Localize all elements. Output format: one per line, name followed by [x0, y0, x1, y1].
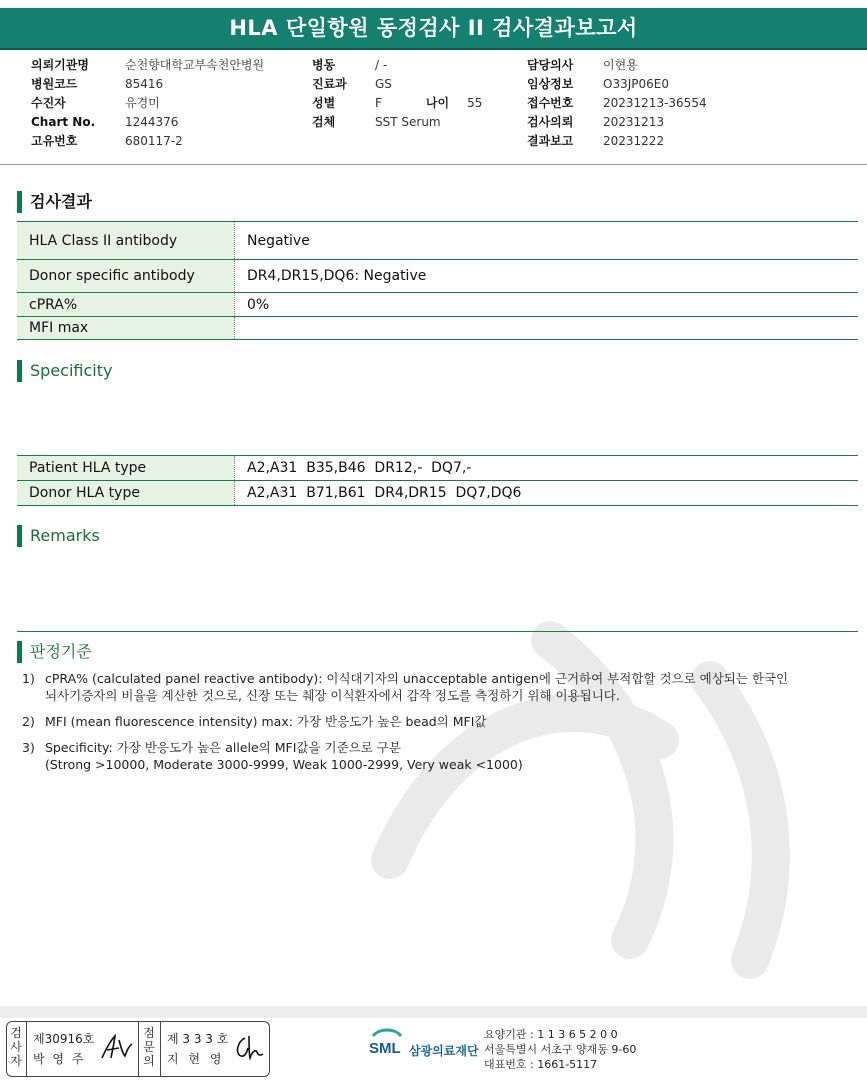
- care-institution-code: 요양기관 : 1 1 3 6 5 2 0 0: [484, 1028, 618, 1041]
- info-row: [31, 94, 264, 113]
- info-label: 고유번호: [31, 134, 78, 148]
- row-value: DR4,DR15,DQ6: Negative: [235, 260, 859, 293]
- info-row: [31, 132, 264, 151]
- section-title-remarks: Remarks: [17, 525, 100, 547]
- info-row: [312, 113, 482, 132]
- info-row: [527, 75, 707, 94]
- criteria-text: MFI (mean fluorescence intensity) max: 가장 반응도가 높은 bead의 MFI값: [45, 714, 487, 729]
- sml-logo-icon: [367, 1026, 407, 1056]
- row-label: Patient HLA type: [17, 456, 235, 481]
- info-label: 진료과: [312, 77, 347, 91]
- tester-signature-icon: [99, 1032, 135, 1064]
- tester-label: 검 사 자: [10, 1026, 22, 1068]
- info-row: [31, 75, 264, 94]
- info-value: 순천향대학교부속천안병원: [125, 58, 265, 72]
- info-row: [312, 56, 482, 75]
- tester-name: 박 영 주: [33, 1052, 86, 1066]
- report-title: HLA 단일항원 동정검사 II 검사결과보고서: [0, 8, 867, 48]
- signature-box: [6, 1021, 270, 1077]
- info-row: [312, 75, 482, 94]
- institution-info: [484, 1027, 636, 1072]
- info-value: 20231213-36554: [603, 96, 707, 110]
- criteria-number: 2): [22, 714, 35, 729]
- info-value: 680117-2: [125, 134, 183, 148]
- reviewer-number: 제 3 3 3 호: [167, 1032, 229, 1046]
- row-label: MFI max: [17, 317, 235, 340]
- info-column-3: [527, 56, 707, 151]
- criteria-number: 1): [22, 671, 35, 686]
- info-label: Chart No.: [31, 115, 96, 129]
- criteria-line: [22, 670, 788, 687]
- info-row: [312, 94, 482, 113]
- results-table: [17, 221, 858, 340]
- info-row: [527, 132, 707, 151]
- row-value: [235, 317, 859, 340]
- info-row: [527, 56, 707, 75]
- info-row: [31, 113, 264, 132]
- info-value: F: [375, 96, 382, 110]
- info-column-2: [312, 56, 482, 132]
- divider: [26, 1022, 27, 1076]
- info-value: / -: [375, 58, 388, 72]
- criteria-item: [22, 670, 788, 704]
- criteria-line: [22, 713, 486, 730]
- info-row: [31, 56, 264, 75]
- row-label: Donor specific antibody: [17, 260, 235, 293]
- table-row: [17, 222, 858, 260]
- criteria-text: Specificity: 가장 반응도가 높은 allele의 MFI값을 기준으로 구분: [45, 740, 401, 755]
- info-label: 임상정보: [527, 77, 574, 91]
- row-value: A2,A31 B71,B61 DR4,DR15 DQ7,DQ6: [235, 481, 859, 506]
- info-value: 1244376: [125, 115, 179, 129]
- table-row: [17, 481, 858, 506]
- info-label: 수진자: [31, 96, 66, 110]
- age-label: 나이: [425, 96, 450, 110]
- table-row: [17, 293, 858, 317]
- info-value: 이현용: [603, 58, 638, 72]
- divider: [160, 1022, 161, 1076]
- info-label: 성별: [312, 96, 336, 110]
- info-label: 검사의뢰: [527, 115, 574, 129]
- hla-table: [17, 455, 858, 506]
- remarks-divider: [17, 631, 858, 632]
- info-value: 85416: [125, 77, 164, 91]
- info-label: 병원코드: [31, 77, 78, 91]
- criteria-line: [22, 739, 523, 756]
- criteria-item: [22, 739, 523, 773]
- info-label: 결과보고: [527, 134, 574, 148]
- table-row: [17, 260, 858, 293]
- row-value: Negative: [235, 222, 859, 260]
- tester-number: 제30916호: [33, 1032, 95, 1046]
- row-label: cPRA%: [17, 293, 235, 317]
- section-title-specificity: Specificity: [17, 360, 112, 382]
- row-label: Donor HLA type: [17, 481, 235, 506]
- criteria-line: (Strong >10000, Moderate 3000-9999, Weak 1000-2999, Very weak <1000): [45, 757, 523, 772]
- criteria-line: 뇌사기증자의 비율을 계산한 것으로, 신장 또는 췌장 이식환자에서 감작 정도를 측정하기 위해 이용됩니다.: [45, 688, 620, 703]
- criteria-item: [22, 713, 486, 730]
- reviewer-label: 점 문 의: [143, 1026, 155, 1068]
- info-row: [527, 113, 707, 132]
- footer-band: [0, 1006, 867, 1018]
- table-row: [17, 456, 858, 481]
- info-label: 접수번호: [527, 96, 574, 110]
- reviewer-name: 지 현 영: [167, 1052, 225, 1066]
- info-value: 20231213: [603, 115, 665, 129]
- row-label: HLA Class II antibody: [17, 222, 235, 260]
- logo-text: SML: [369, 1040, 401, 1056]
- table-row: [17, 317, 858, 340]
- header-separator: [0, 164, 867, 165]
- info-value: SST Serum: [375, 115, 441, 129]
- info-label: 담당의사: [527, 58, 574, 72]
- reviewer-signature-icon: [231, 1032, 265, 1064]
- title-underline: [0, 48, 867, 50]
- org-name: 삼광의료재단: [409, 1044, 479, 1058]
- info-value: 20231222: [603, 134, 665, 148]
- divider: [138, 1022, 139, 1076]
- age-value: 55: [467, 96, 483, 110]
- info-value: GS: [375, 77, 392, 91]
- info-value: 유경미: [125, 96, 160, 110]
- info-column-1: [31, 56, 264, 151]
- info-label: 의뢰기관명: [31, 58, 89, 72]
- info-label: 검체: [312, 115, 336, 129]
- section-title-results: 검사결과: [17, 191, 92, 213]
- section-title-criteria: 판정기준: [17, 641, 92, 663]
- info-value: O33JP06E0: [603, 77, 669, 91]
- phone: 대표번호 : 1661-5117: [484, 1058, 598, 1071]
- info-label: 병동: [312, 58, 336, 72]
- row-value: 0%: [235, 293, 859, 317]
- info-row: [527, 94, 707, 113]
- criteria-number: 3): [22, 740, 35, 755]
- row-value: A2,A31 B35,B46 DR12,- DQ7,-: [235, 456, 859, 481]
- watermark-logo-icon: [330, 560, 850, 1000]
- criteria-text: cPRA% (calculated panel reactive antibody): 이식대기자의 unacceptable antigen에 근거하여 부적합할 것으로 예상되는 한국인: [45, 671, 789, 686]
- address: 서울특별시 서초구 양재동 9-60: [484, 1043, 637, 1056]
